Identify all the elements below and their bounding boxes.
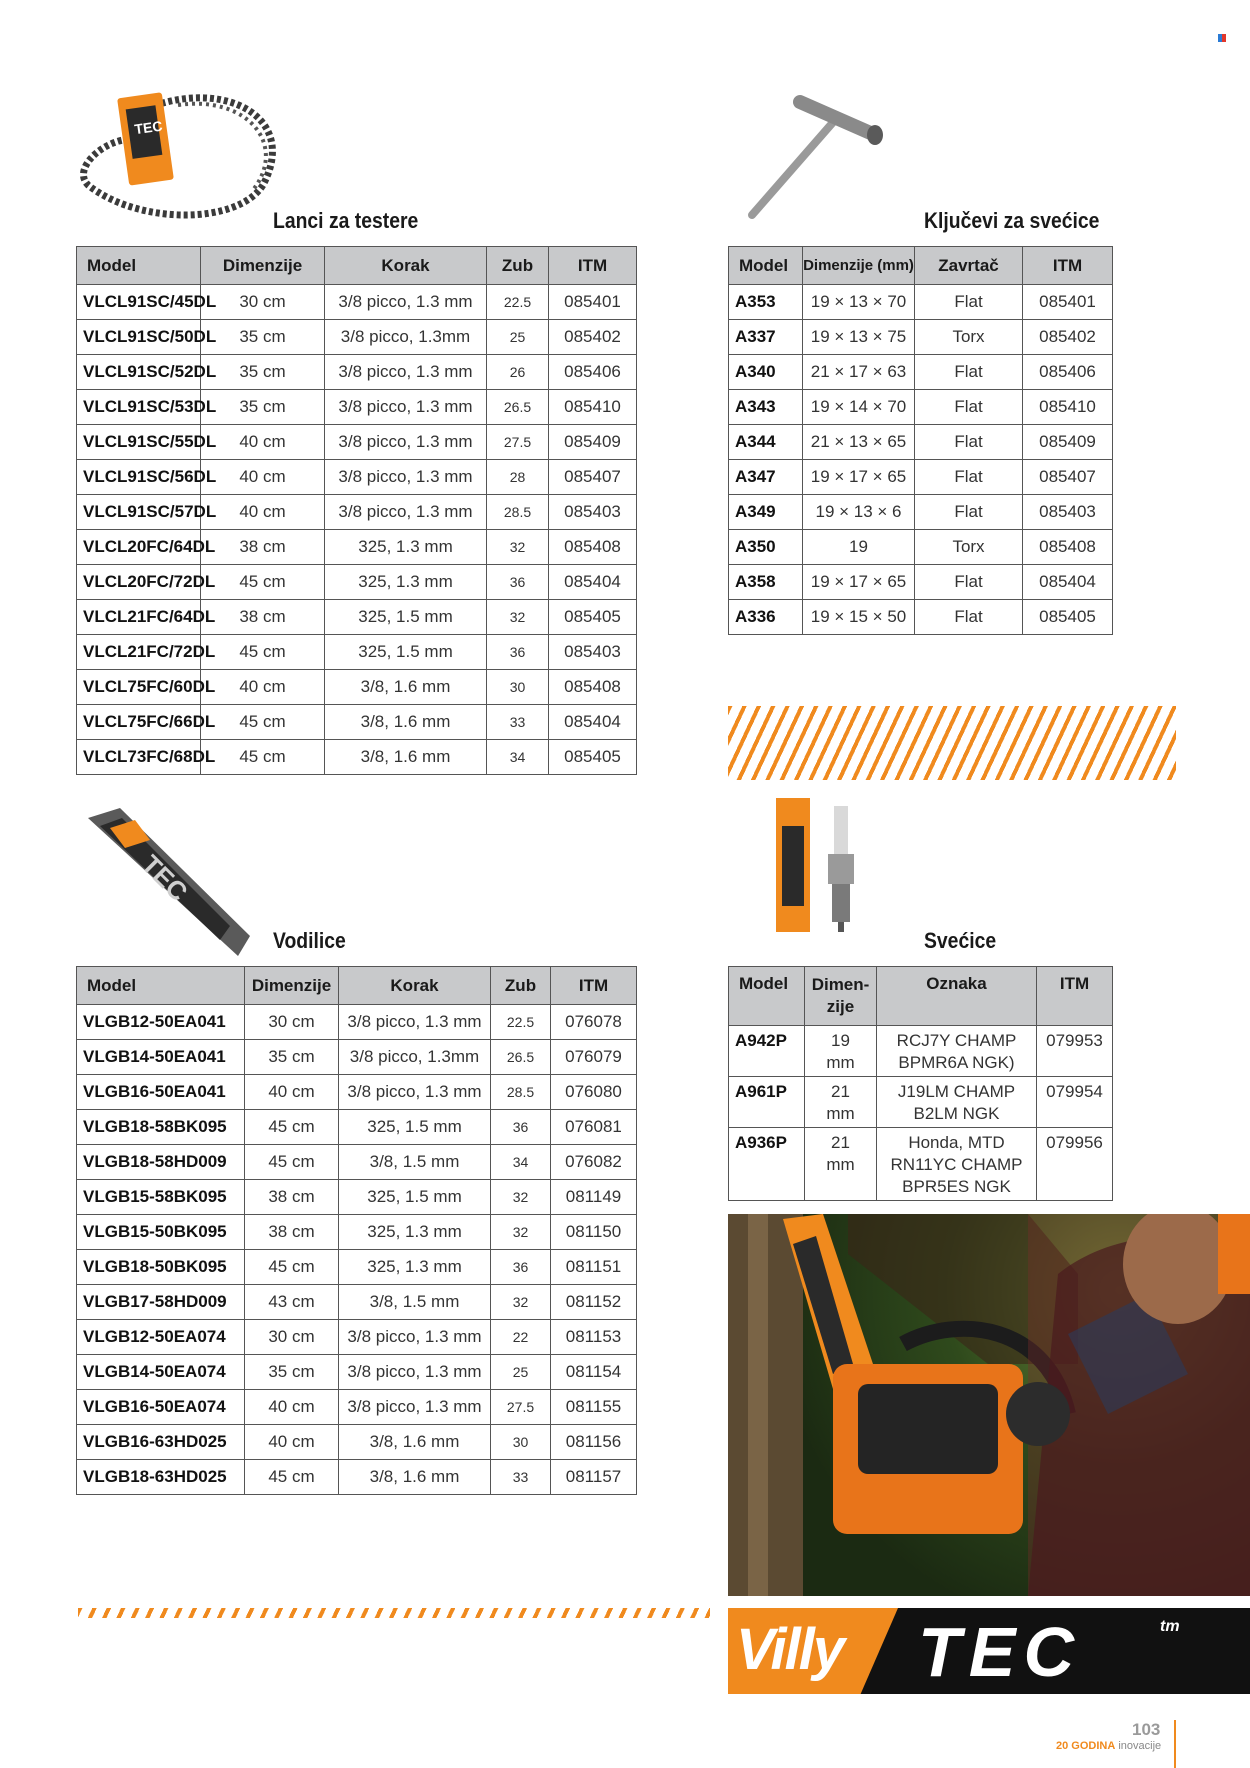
bars-row bbox=[77, 1180, 637, 1215]
plugs-cell-oznaka: Honda, MTD RN11YC CHAMP BPR5ES NGK bbox=[877, 1128, 1037, 1201]
chains-cell-zub: 26 bbox=[487, 355, 549, 390]
bars-cell-korak: 3/8, 1.6 mm bbox=[339, 1425, 491, 1460]
chains-cell-zub: 32 bbox=[487, 530, 549, 565]
wrenches-cell-zavrtac: Torx bbox=[915, 530, 1023, 565]
wrenches-cell-model: A349 bbox=[729, 495, 803, 530]
wrenches-cell-itm: 085407 bbox=[1023, 460, 1113, 495]
chains-cell-korak: 3/8, 1.6 mm bbox=[325, 670, 487, 705]
bars-cell-model: VLGB16-63HD025 bbox=[77, 1425, 245, 1460]
chains-row bbox=[77, 460, 637, 495]
chains-cell-itm: 085408 bbox=[549, 530, 637, 565]
decorative-stripes-right bbox=[728, 706, 1176, 780]
chains-cell-dimenzije: 38 cm bbox=[201, 530, 325, 565]
bars-cell-dimenzije: 43 cm bbox=[245, 1285, 339, 1320]
chains-cell-model: VLCL91SC/55DL bbox=[77, 425, 201, 460]
bars-cell-korak: 3/8, 1.5 mm bbox=[339, 1285, 491, 1320]
chains-cell-model: VLCL91SC/57DL bbox=[77, 495, 201, 530]
bars-cell-zub: 26.5 bbox=[491, 1040, 551, 1075]
villytec-logo bbox=[728, 1608, 1250, 1694]
chains-cell-model: VLCL91SC/53DL bbox=[77, 390, 201, 425]
chains-cell-itm: 085404 bbox=[549, 705, 637, 740]
wrenches-cell-zavrtac: Torx bbox=[915, 320, 1023, 355]
bars-cell-korak: 325, 1.3 mm bbox=[339, 1215, 491, 1250]
chains-row bbox=[77, 530, 637, 565]
bars-cell-itm: 081157 bbox=[551, 1460, 637, 1495]
wrenches-cell-zavrtac: Flat bbox=[915, 460, 1023, 495]
bars-table bbox=[76, 966, 637, 1495]
corner-mark bbox=[1218, 34, 1226, 42]
plugs-cell-dimenzije: 21 mm bbox=[805, 1128, 877, 1201]
bars-row bbox=[77, 1320, 637, 1355]
chains-cell-korak: 3/8 picco, 1.3 mm bbox=[325, 390, 487, 425]
bars-row bbox=[77, 1040, 637, 1075]
bars-cell-itm: 076079 bbox=[551, 1040, 637, 1075]
wrenches-cell-dimenzije: 19 × 15 × 50 bbox=[803, 600, 915, 635]
wrenches-cell-itm: 085404 bbox=[1023, 565, 1113, 600]
bars-cell-itm: 081153 bbox=[551, 1320, 637, 1355]
bars-cell-korak: 3/8 picco, 1.3 mm bbox=[339, 1005, 491, 1040]
chains-row bbox=[77, 495, 637, 530]
chains-cell-model: VLCL91SC/52DL bbox=[77, 355, 201, 390]
bars-cell-zub: 32 bbox=[491, 1215, 551, 1250]
wrenches-cell-model: A353 bbox=[729, 285, 803, 320]
plugs-title: Svećice bbox=[924, 928, 997, 953]
wrenches-cell-dimenzije: 19 × 14 × 70 bbox=[803, 390, 915, 425]
plugs-cell-dimenzije: 21 mm bbox=[805, 1077, 877, 1128]
plugs-cell-itm: 079953 bbox=[1037, 1026, 1113, 1077]
wrenches-cell-model: A337 bbox=[729, 320, 803, 355]
chains-header-zub: Zub bbox=[487, 247, 549, 285]
bars-cell-dimenzije: 45 cm bbox=[245, 1460, 339, 1495]
wrenches-cell-zavrtac: Flat bbox=[915, 425, 1023, 460]
bars-cell-itm: 081152 bbox=[551, 1285, 637, 1320]
bars-title: Vodilice bbox=[273, 928, 346, 953]
wrenches-cell-model: A347 bbox=[729, 460, 803, 495]
bars-row bbox=[77, 1110, 637, 1145]
chains-cell-itm: 085406 bbox=[549, 355, 637, 390]
bars-header-model: Model bbox=[77, 967, 245, 1005]
plugs-cell-itm: 079956 bbox=[1037, 1128, 1113, 1201]
wrenches-row bbox=[729, 355, 1113, 390]
bars-cell-dimenzije: 45 cm bbox=[245, 1250, 339, 1285]
bars-cell-itm: 076078 bbox=[551, 1005, 637, 1040]
bars-cell-korak: 325, 1.5 mm bbox=[339, 1180, 491, 1215]
chains-row bbox=[77, 565, 637, 600]
chainsaw-photo-art bbox=[728, 1214, 1250, 1596]
wrenches-header-itm: ITM bbox=[1023, 247, 1113, 285]
bars-header-row bbox=[77, 967, 637, 1005]
wrenches-row bbox=[729, 495, 1113, 530]
chains-cell-itm: 085407 bbox=[549, 460, 637, 495]
wrenches-cell-itm: 085401 bbox=[1023, 285, 1113, 320]
bars-row bbox=[77, 1250, 637, 1285]
chains-cell-itm: 085409 bbox=[549, 425, 637, 460]
bars-header-zub: Zub bbox=[491, 967, 551, 1005]
chains-cell-zub: 22.5 bbox=[487, 285, 549, 320]
chains-cell-itm: 085403 bbox=[549, 495, 637, 530]
bars-row bbox=[77, 1425, 637, 1460]
bars-cell-zub: 36 bbox=[491, 1110, 551, 1145]
chains-cell-itm: 085408 bbox=[549, 670, 637, 705]
wrenches-header-row bbox=[729, 247, 1113, 285]
wrenches-cell-dimenzije: 19 × 13 × 75 bbox=[803, 320, 915, 355]
wrenches-cell-zavrtac: Flat bbox=[915, 495, 1023, 530]
wrenches-row bbox=[729, 285, 1113, 320]
plugs-cell-itm: 079954 bbox=[1037, 1077, 1113, 1128]
chains-row bbox=[77, 390, 637, 425]
wrenches-cell-itm: 085402 bbox=[1023, 320, 1113, 355]
bars-cell-zub: 32 bbox=[491, 1285, 551, 1320]
bars-cell-korak: 3/8 picco, 1.3 mm bbox=[339, 1390, 491, 1425]
chains-cell-zub: 32 bbox=[487, 600, 549, 635]
bars-cell-zub: 33 bbox=[491, 1460, 551, 1495]
plugs-header-model: Model bbox=[729, 967, 805, 1026]
wrenches-cell-itm: 085410 bbox=[1023, 390, 1113, 425]
chains-table-body bbox=[77, 285, 637, 775]
chains-cell-korak: 325, 1.5 mm bbox=[325, 600, 487, 635]
wrenches-header-zavrtac: Zavrtač bbox=[915, 247, 1023, 285]
chains-cell-korak: 325, 1.3 mm bbox=[325, 565, 487, 600]
chains-cell-zub: 33 bbox=[487, 705, 549, 740]
wrenches-row bbox=[729, 460, 1113, 495]
chains-cell-model: VLCL21FC/64DL bbox=[77, 600, 201, 635]
bars-cell-itm: 081150 bbox=[551, 1215, 637, 1250]
bars-cell-model: VLGB15-50BK095 bbox=[77, 1215, 245, 1250]
bars-cell-dimenzije: 40 cm bbox=[245, 1390, 339, 1425]
bars-cell-model: VLGB18-58BK095 bbox=[77, 1110, 245, 1145]
bars-cell-zub: 25 bbox=[491, 1355, 551, 1390]
chains-cell-korak: 325, 1.5 mm bbox=[325, 635, 487, 670]
chains-row bbox=[77, 740, 637, 775]
bars-cell-dimenzije: 30 cm bbox=[245, 1320, 339, 1355]
bars-header-itm: ITM bbox=[551, 967, 637, 1005]
plugs-cell-dimenzije: 19 mm bbox=[805, 1026, 877, 1077]
bars-row bbox=[77, 1355, 637, 1390]
chains-cell-dimenzije: 45 cm bbox=[201, 705, 325, 740]
wrenches-cell-model: A350 bbox=[729, 530, 803, 565]
plugs-table-body bbox=[729, 1026, 1113, 1201]
chains-cell-korak: 3/8 picco, 1.3 mm bbox=[325, 355, 487, 390]
chains-cell-dimenzije: 45 cm bbox=[201, 565, 325, 600]
footer-brand bbox=[1056, 1740, 1161, 1752]
chains-cell-dimenzije: 40 cm bbox=[201, 495, 325, 530]
chains-cell-itm: 085401 bbox=[549, 285, 637, 320]
plugs-header-itm: ITM bbox=[1037, 967, 1113, 1026]
bars-row bbox=[77, 1460, 637, 1495]
chains-row bbox=[77, 285, 637, 320]
bars-cell-zub: 32 bbox=[491, 1180, 551, 1215]
bars-cell-zub: 30 bbox=[491, 1425, 551, 1460]
bars-cell-dimenzije: 35 cm bbox=[245, 1355, 339, 1390]
chains-cell-itm: 085404 bbox=[549, 565, 637, 600]
plugs-cell-oznaka: RCJ7Y CHAMP BPMR6A NGK) bbox=[877, 1026, 1037, 1077]
bars-cell-itm: 076081 bbox=[551, 1110, 637, 1145]
bars-cell-zub: 22.5 bbox=[491, 1005, 551, 1040]
bars-cell-korak: 325, 1.5 mm bbox=[339, 1110, 491, 1145]
chains-cell-korak: 3/8 picco, 1.3mm bbox=[325, 320, 487, 355]
chains-cell-model: VLCL21FC/72DL bbox=[77, 635, 201, 670]
guide-bar-image bbox=[80, 806, 260, 966]
chains-row bbox=[77, 600, 637, 635]
chains-cell-zub: 36 bbox=[487, 565, 549, 600]
plugs-header-oznaka: Oznaka bbox=[877, 967, 1037, 1026]
chains-cell-itm: 085405 bbox=[549, 740, 637, 775]
bars-row bbox=[77, 1145, 637, 1180]
chains-cell-dimenzije: 35 cm bbox=[201, 320, 325, 355]
chains-cell-itm: 085403 bbox=[549, 635, 637, 670]
page-number: 103 bbox=[1132, 1720, 1161, 1739]
chains-cell-model: VLCL75FC/60DL bbox=[77, 670, 201, 705]
chains-cell-korak: 3/8, 1.6 mm bbox=[325, 740, 487, 775]
chains-cell-korak: 3/8 picco, 1.3 mm bbox=[325, 460, 487, 495]
bars-cell-dimenzije: 40 cm bbox=[245, 1075, 339, 1110]
bars-cell-dimenzije: 30 cm bbox=[245, 1005, 339, 1040]
chains-row bbox=[77, 635, 637, 670]
wrenches-header-model: Model bbox=[729, 247, 803, 285]
bars-cell-model: VLGB16-50EA041 bbox=[77, 1075, 245, 1110]
chains-row bbox=[77, 425, 637, 460]
chains-cell-model: VLCL91SC/50DL bbox=[77, 320, 201, 355]
bars-cell-dimenzije: 38 cm bbox=[245, 1215, 339, 1250]
wrenches-cell-model: A343 bbox=[729, 390, 803, 425]
wrenches-row bbox=[729, 530, 1113, 565]
logo-brand-left: Villy bbox=[736, 1617, 844, 1682]
chains-cell-korak: 325, 1.3 mm bbox=[325, 530, 487, 565]
chains-cell-model: VLCL20FC/72DL bbox=[77, 565, 201, 600]
wrenches-cell-dimenzije: 19 bbox=[803, 530, 915, 565]
bars-cell-model: VLGB16-50EA074 bbox=[77, 1390, 245, 1425]
chains-cell-dimenzije: 38 cm bbox=[201, 600, 325, 635]
plugs-row bbox=[729, 1077, 1113, 1128]
chains-cell-zub: 34 bbox=[487, 740, 549, 775]
bars-cell-model: VLGB12-50EA074 bbox=[77, 1320, 245, 1355]
chains-row bbox=[77, 705, 637, 740]
wrenches-cell-model: A340 bbox=[729, 355, 803, 390]
plugs-header-row bbox=[729, 967, 1113, 1026]
bars-cell-dimenzije: 45 cm bbox=[245, 1110, 339, 1145]
chains-cell-dimenzije: 40 cm bbox=[201, 670, 325, 705]
bars-cell-korak: 325, 1.3 mm bbox=[339, 1250, 491, 1285]
wrenches-cell-itm: 085408 bbox=[1023, 530, 1113, 565]
bars-header-korak: Korak bbox=[339, 967, 491, 1005]
bars-table-body bbox=[77, 1005, 637, 1495]
logo-brand-right: TEC bbox=[918, 1613, 1082, 1691]
plugs-cell-model: A936P bbox=[729, 1128, 805, 1201]
wrenches-cell-model: A344 bbox=[729, 425, 803, 460]
chains-cell-zub: 25 bbox=[487, 320, 549, 355]
bars-cell-itm: 081154 bbox=[551, 1355, 637, 1390]
bars-cell-model: VLGB18-58HD009 bbox=[77, 1145, 245, 1180]
plugs-header-dimenzije: Dimen- zije bbox=[805, 967, 877, 1026]
wrenches-cell-dimenzije: 21 × 17 × 63 bbox=[803, 355, 915, 390]
wrenches-row bbox=[729, 565, 1113, 600]
wrenches-row bbox=[729, 390, 1113, 425]
bars-header-dimenzije: Dimenzije bbox=[245, 967, 339, 1005]
bars-cell-dimenzije: 40 cm bbox=[245, 1425, 339, 1460]
decorative-stripes-bottom bbox=[78, 1608, 710, 1618]
bars-cell-itm: 081156 bbox=[551, 1425, 637, 1460]
chains-cell-korak: 3/8 picco, 1.3 mm bbox=[325, 285, 487, 320]
wrenches-cell-dimenzije: 19 × 17 × 65 bbox=[803, 460, 915, 495]
wrenches-row bbox=[729, 320, 1113, 355]
chains-cell-itm: 085410 bbox=[549, 390, 637, 425]
chains-cell-model: VLCL20FC/64DL bbox=[77, 530, 201, 565]
bars-cell-itm: 076080 bbox=[551, 1075, 637, 1110]
bars-row bbox=[77, 1215, 637, 1250]
bars-cell-itm: 081151 bbox=[551, 1250, 637, 1285]
footer-word: inovacije bbox=[1118, 1740, 1162, 1752]
plugs-cell-model: A942P bbox=[729, 1026, 805, 1077]
logo-tm: tm bbox=[1160, 1618, 1180, 1635]
chains-row bbox=[77, 670, 637, 705]
bars-cell-model: VLGB18-63HD025 bbox=[77, 1460, 245, 1495]
bars-cell-model: VLGB14-50EA074 bbox=[77, 1355, 245, 1390]
wrenches-cell-model: A358 bbox=[729, 565, 803, 600]
wrenches-cell-zavrtac: Flat bbox=[915, 390, 1023, 425]
bars-cell-dimenzije: 35 cm bbox=[245, 1040, 339, 1075]
chains-cell-dimenzije: 40 cm bbox=[201, 425, 325, 460]
chains-cell-zub: 26.5 bbox=[487, 390, 549, 425]
bars-cell-korak: 3/8 picco, 1.3 mm bbox=[339, 1075, 491, 1110]
wrenches-title: Ključevi za svećice bbox=[924, 208, 1100, 233]
wrenches-cell-itm: 085403 bbox=[1023, 495, 1113, 530]
chains-cell-dimenzije: 45 cm bbox=[201, 635, 325, 670]
bars-cell-model: VLGB14-50EA041 bbox=[77, 1040, 245, 1075]
chains-cell-zub: 28 bbox=[487, 460, 549, 495]
wrenches-cell-dimenzije: 19 × 13 × 6 bbox=[803, 495, 915, 530]
bars-row bbox=[77, 1285, 637, 1320]
chains-header-itm: ITM bbox=[549, 247, 637, 285]
bars-cell-korak: 3/8 picco, 1.3 mm bbox=[339, 1320, 491, 1355]
chains-table bbox=[76, 246, 637, 775]
wrenches-cell-dimenzije: 19 × 17 × 65 bbox=[803, 565, 915, 600]
plugs-table bbox=[728, 966, 1113, 1201]
chains-header-korak: Korak bbox=[325, 247, 487, 285]
footer-years: 20 GODINA bbox=[1056, 1740, 1116, 1752]
bars-cell-zub: 36 bbox=[491, 1250, 551, 1285]
bars-cell-zub: 34 bbox=[491, 1145, 551, 1180]
bars-row bbox=[77, 1390, 637, 1425]
bars-cell-model: VLGB12-50EA041 bbox=[77, 1005, 245, 1040]
chains-cell-itm: 085402 bbox=[549, 320, 637, 355]
wrenches-header-dimenzije: Dimenzije (mm) bbox=[803, 247, 915, 285]
chains-cell-korak: 3/8 picco, 1.3 mm bbox=[325, 425, 487, 460]
chainsaw-photo bbox=[728, 1214, 1250, 1596]
bars-cell-model: VLGB15-58BK095 bbox=[77, 1180, 245, 1215]
chains-cell-model: VLCL73FC/68DL bbox=[77, 740, 201, 775]
svg-text:TEC: TEC bbox=[135, 849, 194, 908]
wrenches-cell-zavrtac: Flat bbox=[915, 285, 1023, 320]
wrenches-cell-itm: 085405 bbox=[1023, 600, 1113, 635]
bars-cell-itm: 081149 bbox=[551, 1180, 637, 1215]
chains-cell-itm: 085405 bbox=[549, 600, 637, 635]
chains-cell-dimenzije: 35 cm bbox=[201, 390, 325, 425]
chains-row bbox=[77, 320, 637, 355]
plugs-row bbox=[729, 1026, 1113, 1077]
wrenches-cell-model: A336 bbox=[729, 600, 803, 635]
chains-cell-model: VLCL91SC/45DL bbox=[77, 285, 201, 320]
chains-row bbox=[77, 355, 637, 390]
chains-cell-dimenzije: 30 cm bbox=[201, 285, 325, 320]
bars-cell-korak: 3/8 picco, 1.3mm bbox=[339, 1040, 491, 1075]
bars-cell-zub: 27.5 bbox=[491, 1390, 551, 1425]
bars-cell-zub: 22 bbox=[491, 1320, 551, 1355]
bars-cell-dimenzije: 38 cm bbox=[245, 1180, 339, 1215]
chains-cell-dimenzije: 45 cm bbox=[201, 740, 325, 775]
wrenches-table-body bbox=[729, 285, 1113, 635]
bars-cell-model: VLGB18-50BK095 bbox=[77, 1250, 245, 1285]
bars-row bbox=[77, 1005, 637, 1040]
wrenches-cell-itm: 085409 bbox=[1023, 425, 1113, 460]
bars-row bbox=[77, 1075, 637, 1110]
footer-divider bbox=[1174, 1720, 1176, 1768]
wrenches-cell-dimenzije: 21 × 13 × 65 bbox=[803, 425, 915, 460]
chains-cell-korak: 3/8, 1.6 mm bbox=[325, 705, 487, 740]
chains-header-dimenzije: Dimenzije bbox=[201, 247, 325, 285]
bars-cell-itm: 076082 bbox=[551, 1145, 637, 1180]
bars-cell-dimenzije: 45 cm bbox=[245, 1145, 339, 1180]
chains-cell-zub: 27.5 bbox=[487, 425, 549, 460]
chains-header-row bbox=[77, 247, 637, 285]
chains-cell-model: VLCL75FC/66DL bbox=[77, 705, 201, 740]
chains-header-model: Model bbox=[77, 247, 201, 285]
svg-text:TEC: TEC bbox=[133, 117, 164, 138]
wrenches-cell-dimenzije: 19 × 13 × 70 bbox=[803, 285, 915, 320]
chains-cell-dimenzije: 35 cm bbox=[201, 355, 325, 390]
chains-cell-zub: 30 bbox=[487, 670, 549, 705]
spark-plug-wrench-image bbox=[740, 90, 890, 225]
wrenches-cell-zavrtac: Flat bbox=[915, 600, 1023, 635]
plugs-cell-model: A961P bbox=[729, 1077, 805, 1128]
wrenches-table bbox=[728, 246, 1113, 635]
bars-cell-model: VLGB17-58HD009 bbox=[77, 1285, 245, 1320]
plugs-row bbox=[729, 1128, 1113, 1201]
bars-cell-korak: 3/8, 1.6 mm bbox=[339, 1460, 491, 1495]
wrenches-row bbox=[729, 600, 1113, 635]
chains-cell-dimenzije: 40 cm bbox=[201, 460, 325, 495]
chains-cell-model: VLCL91SC/56DL bbox=[77, 460, 201, 495]
wrenches-row bbox=[729, 425, 1113, 460]
wrenches-cell-zavrtac: Flat bbox=[915, 565, 1023, 600]
plugs-cell-oznaka: J19LM CHAMP B2LM NGK bbox=[877, 1077, 1037, 1128]
bars-cell-korak: 3/8 picco, 1.3 mm bbox=[339, 1355, 491, 1390]
chains-cell-korak: 3/8 picco, 1.3 mm bbox=[325, 495, 487, 530]
chains-cell-zub: 36 bbox=[487, 635, 549, 670]
bars-cell-zub: 28.5 bbox=[491, 1075, 551, 1110]
chain-product-image bbox=[78, 85, 288, 225]
bars-cell-korak: 3/8, 1.5 mm bbox=[339, 1145, 491, 1180]
spark-plug-image bbox=[774, 796, 870, 936]
bars-cell-itm: 081155 bbox=[551, 1390, 637, 1425]
chains-cell-zub: 28.5 bbox=[487, 495, 549, 530]
wrenches-cell-zavrtac: Flat bbox=[915, 355, 1023, 390]
chains-title: Lanci za testere bbox=[273, 208, 419, 233]
wrenches-cell-itm: 085406 bbox=[1023, 355, 1113, 390]
